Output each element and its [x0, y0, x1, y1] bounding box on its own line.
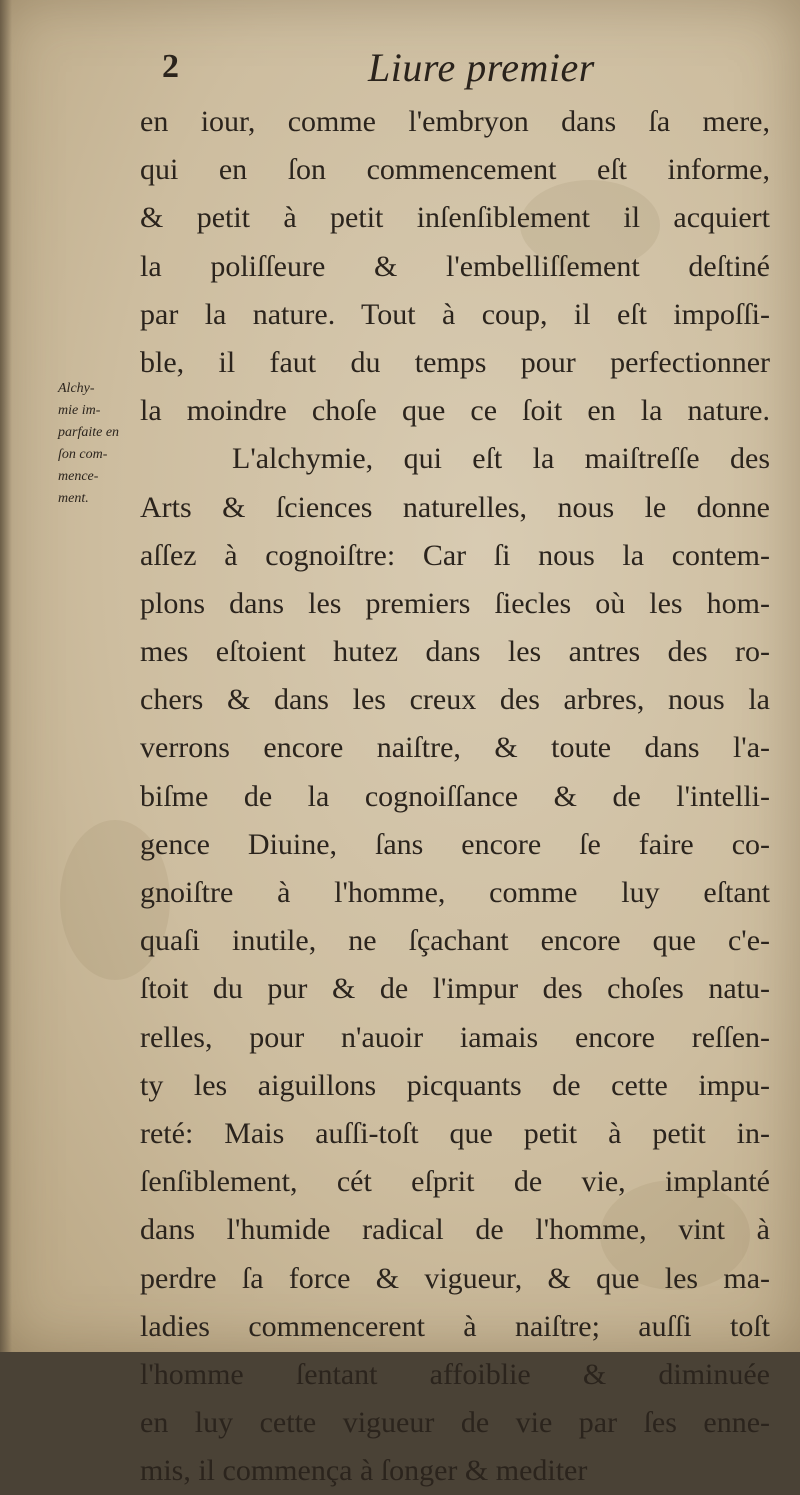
marginal-note-line: mence- [58, 469, 99, 484]
text-line: verrons encore naiſtre, & toute dans l'a- [140, 731, 770, 765]
text-line: & petit à petit inſenſiblement il acquiert [140, 201, 770, 235]
text-line: par la nature. Tout à coup, il eſt impoſſi- [140, 297, 770, 331]
text-line: relles, pour n'auoir iamais encore reſſen- [140, 1020, 770, 1054]
text-line: quaſi inutile, ne ſçachant encore que c'e- [140, 924, 770, 958]
text-line: aſſez à cognoiſtre: Car ſi nous la contem- [140, 538, 770, 572]
text-line: chers & dans les creux des arbres, nous la [140, 683, 770, 717]
text-line: reté: Mais auſſi-toſt que petit à petit in- [140, 1116, 770, 1150]
page-header [0, 44, 800, 100]
text-line: en luy cette vigueur de vie par ſes enne- [140, 1406, 770, 1440]
text-line: plons dans les premiers ſiecles où les hom- [140, 586, 770, 620]
text-line: Arts & ſciences naturelles, nous le donne [140, 490, 770, 524]
page-number: 2 [162, 48, 179, 85]
text-line: la moindre choſe que ce ſoit en la nature. [140, 394, 770, 428]
marginal-note-line: ſon com- [58, 447, 108, 462]
body-text [140, 98, 770, 1495]
text-line: dans l'humide radical de l'homme, vint à [140, 1213, 770, 1247]
text-line: l'homme ſentant affoiblie & diminuée [140, 1357, 770, 1391]
text-line: ble, il faut du temps pour perfectionner [140, 345, 770, 379]
text-line: en iour, comme l'embryon dans ſa mere, [140, 105, 770, 138]
marginal-note-line: mie im- [58, 403, 101, 418]
text-line: qui en ſon commencement eſt informe, [140, 153, 770, 187]
marginal-note-line: Alchy- [58, 381, 95, 396]
text-line: perdre ſa force & vigueur, & que les ma- [140, 1261, 770, 1295]
text-line: ſenſiblement, cét eſprit de vie, implanté [140, 1165, 770, 1199]
marginal-note [58, 378, 140, 510]
text-line: la poliſſeure & l'embelliſſement deſtiné [140, 249, 770, 283]
running-title: Liure premier [368, 45, 595, 90]
page-gutter-shadow [0, 0, 12, 1352]
text-line: biſme de la cognoiſſance & de l'intelli- [140, 779, 770, 813]
paragraph-start-line: L'alchymie, qui eſt la maiſtreſſe des [232, 442, 770, 476]
text-line: gence Diuine, ſans encore ſe faire co- [140, 827, 770, 861]
text-line: mis, il commença à ſonger & mediter [140, 1454, 588, 1488]
text-line: gnoiſtre à l'homme, comme luy eſtant [140, 876, 770, 909]
text-line: mes eſtoient hutez dans les antres des ro- [140, 635, 770, 669]
text-line: ty les aiguillons picquants de cette impu- [140, 1068, 770, 1102]
text-line: ladies commencerent à naiſtre; auſſi toſt [140, 1309, 770, 1343]
text-line: ſtoit du pur & de l'impur des choſes natu- [140, 972, 770, 1006]
marginal-note-line: ment. [58, 491, 89, 506]
marginal-note-line: parfaite en [58, 425, 120, 440]
